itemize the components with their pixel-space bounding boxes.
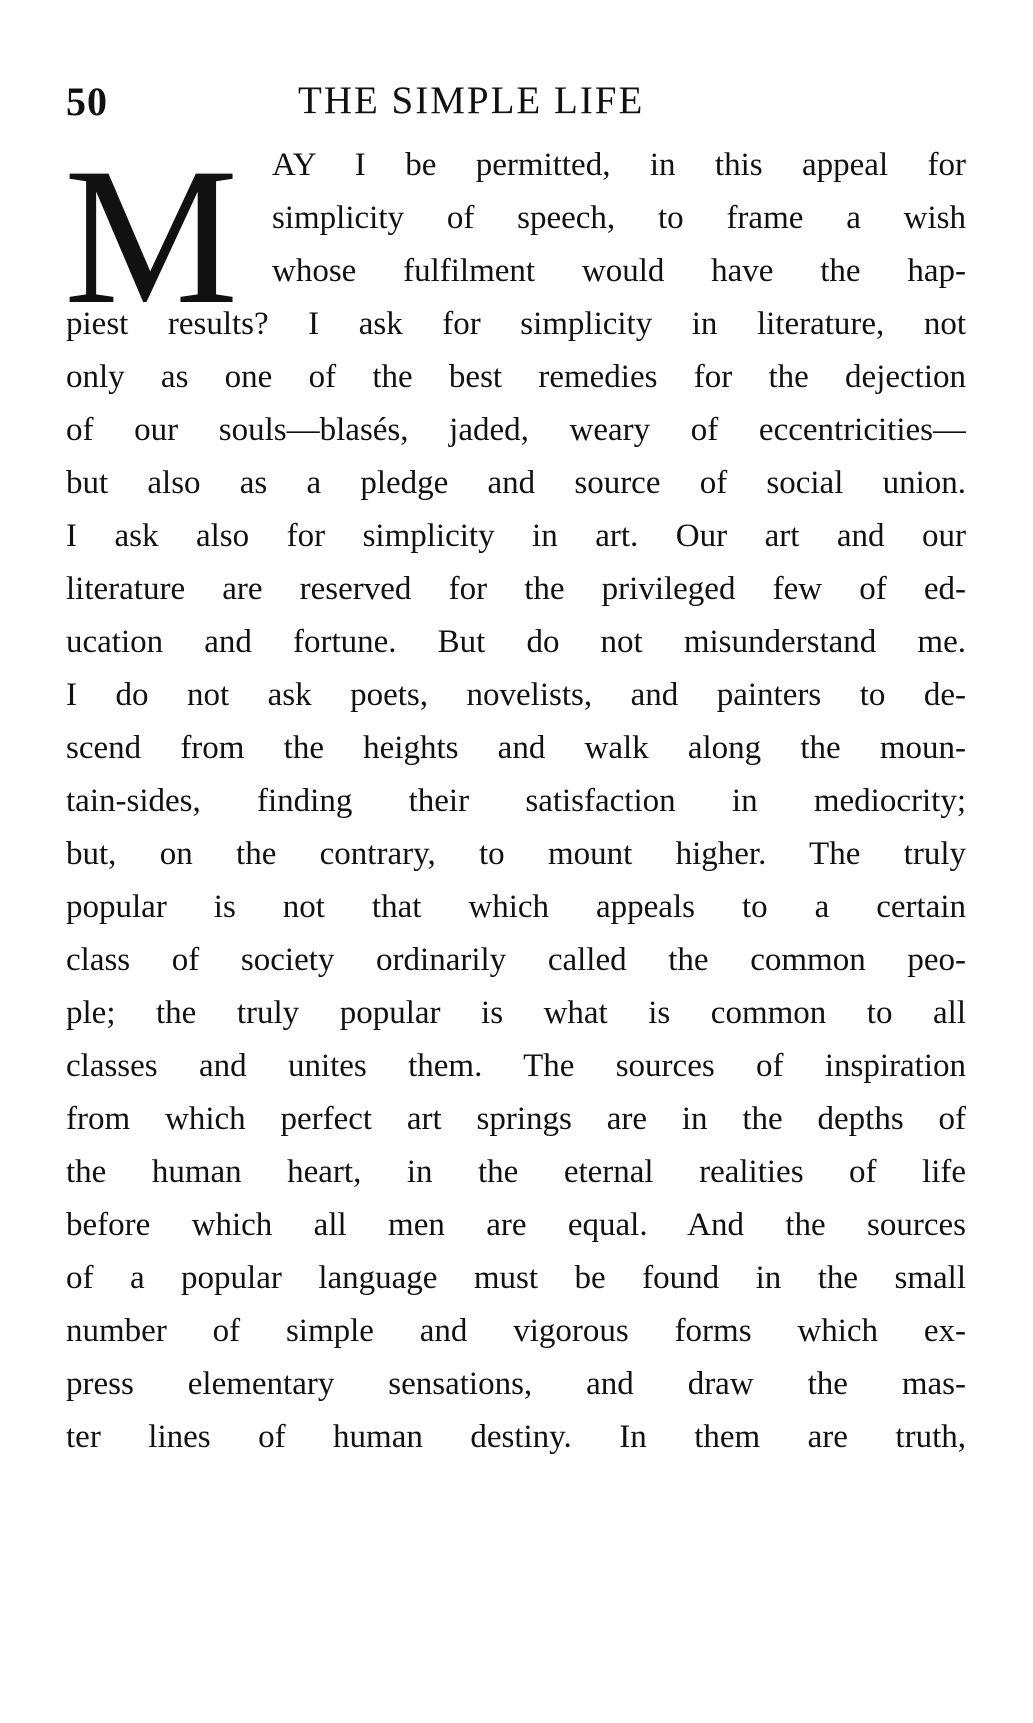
page-number: 50 bbox=[66, 79, 108, 124]
text-line: simplicity of speech, to frame a wish bbox=[272, 200, 966, 236]
text-line: I ask also for simplicity in art. Our art and our bbox=[66, 518, 966, 554]
text-line: from which perfect art springs are in the depths of bbox=[66, 1101, 966, 1137]
text-line: only as one of the best remedies for the dejection bbox=[66, 359, 966, 395]
text-line: the human heart, in the eternal realities of life bbox=[66, 1154, 966, 1190]
text-line: AY I be permitted, in this appeal for bbox=[272, 147, 966, 183]
text-line: tain-sides, finding their satisfaction in mediocrity; bbox=[66, 783, 966, 819]
text-line: popular is not that which appeals to a certain bbox=[66, 889, 966, 925]
text-line: I do not ask poets, novelists, and painters to de- bbox=[66, 677, 966, 713]
text-line: but also as a pledge and source of social union. bbox=[66, 465, 966, 501]
text-line: scend from the heights and walk along the moun- bbox=[66, 730, 966, 766]
text-line: whose fulfilment would have the hap- bbox=[272, 253, 966, 289]
running-title: THE SIMPLE LIFE bbox=[298, 79, 645, 122]
text-line: ter lines of human destiny. In them are truth, bbox=[66, 1419, 966, 1455]
text-line: classes and unites them. The sources of inspiration bbox=[66, 1048, 966, 1084]
text-line: class of society ordinarily called the common peo- bbox=[66, 942, 966, 978]
drop-cap-initial: M bbox=[64, 128, 239, 345]
text-line: ple; the truly popular is what is common to all bbox=[66, 995, 966, 1031]
text-line: press elementary sensations, and draw the mas- bbox=[66, 1366, 966, 1402]
text-line: piest results? I ask for simplicity in literature, not bbox=[66, 306, 966, 342]
text-line: literature are reserved for the privileged few of ed- bbox=[66, 571, 966, 607]
text-line: ucation and fortune. But do not misunderstand me. bbox=[66, 624, 966, 660]
text-line: but, on the contrary, to mount higher. The truly bbox=[66, 836, 966, 872]
text-line: of our souls—blasés, jaded, weary of eccentricities— bbox=[66, 412, 966, 448]
text-line: before which all men are equal. And the sources bbox=[66, 1207, 966, 1243]
text-line: number of simple and vigorous forms which ex- bbox=[66, 1313, 966, 1349]
text-line: of a popular language must be found in the small bbox=[66, 1260, 966, 1296]
